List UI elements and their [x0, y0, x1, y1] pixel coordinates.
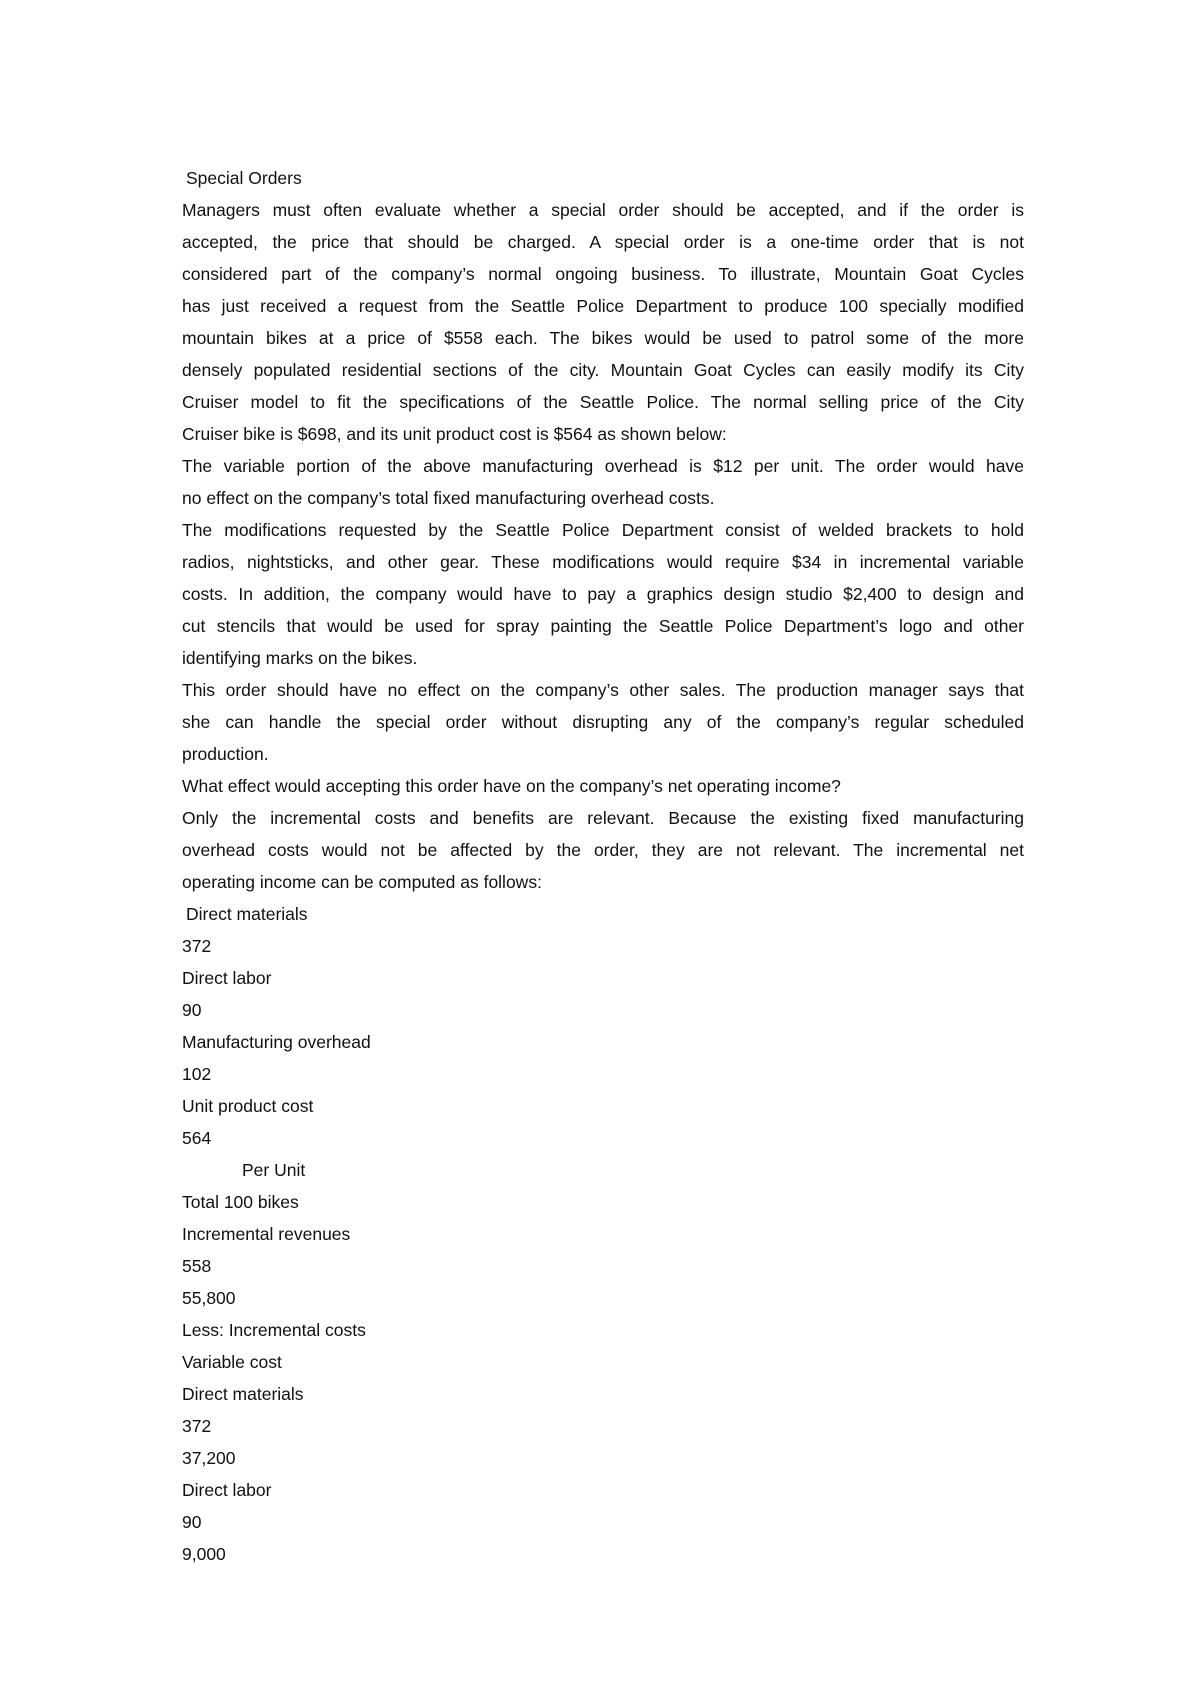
table-row-label: Less: Incremental costs [182, 1320, 366, 1340]
relevance-paragraph [182, 802, 1024, 898]
table-row-value: 558 [182, 1256, 212, 1276]
paragraph-line: costs. In addition, the company would have to pay a graphics design studio $2,400 to design and [182, 584, 1024, 604]
paragraph-line: accepted, the price that should be charged. A special order is a one-time order that is not [182, 232, 1024, 252]
paragraph-line: operating income can be computed as follows: [182, 872, 542, 892]
paragraph-line: radios, nightsticks, and other gear. These modifications would require $34 in incremental variable [182, 552, 1024, 572]
table-row-label: Variable cost [182, 1352, 282, 1372]
paragraph-line: no effect on the company’s total fixed manufacturing overhead costs. [182, 488, 715, 508]
modifications-paragraph [182, 514, 1024, 674]
table-row-value: 37,200 [182, 1448, 236, 1468]
table-row-value: 102 [182, 1064, 212, 1084]
table-row-label: Manufacturing overhead [182, 1032, 371, 1052]
paragraph-line: she can handle the special order without disrupting any of the company’s regular scheduled [182, 712, 1024, 732]
table-row-value: 90 [182, 1000, 202, 1020]
overhead-paragraph [182, 450, 1024, 514]
paragraph-line: Managers must often evaluate whether a special order should be accepted, and if the order is [182, 200, 1024, 220]
question-line: What effect would accepting this order have on the company’s net operating income? [182, 776, 841, 796]
paragraph-line: considered part of the company’s normal ongoing business. To illustrate, Mountain Goat Cycles [182, 264, 1024, 284]
paragraph-line: This order should have no effect on the company’s other sales. The production manager says that [182, 680, 1024, 700]
table-row-value: 564 [182, 1128, 212, 1148]
paragraph-line: Cruiser model to fit the specifications of the Seattle Police. The normal selling price of the City [182, 392, 1024, 412]
intro-paragraph [182, 194, 1024, 450]
other-sales-paragraph [182, 674, 1024, 770]
paragraph-line: has just received a request from the Seattle Police Department to produce 100 specially modified [182, 296, 1024, 316]
document-title: Special Orders [186, 168, 302, 188]
table-row-value: 372 [182, 1416, 212, 1436]
table-row-label: Unit product cost [182, 1096, 314, 1116]
paragraph-line: cut stencils that would be used for spray painting the Seattle Police Department’s logo and other [182, 616, 1024, 636]
paragraph-line: identifying marks on the bikes. [182, 648, 418, 668]
table-row-value: 90 [182, 1512, 202, 1532]
unit-cost-table [182, 898, 1024, 1154]
paragraph-line: Only the incremental costs and benefits are relevant. Because the existing fixed manufacturing [182, 808, 1024, 828]
paragraph-line: densely populated residential sections of the city. Mountain Goat Cycles can easily modify its City [182, 360, 1024, 380]
table-row-label: Direct materials [186, 904, 308, 924]
column-header-per-unit: Per Unit [242, 1160, 306, 1180]
incremental-table [182, 1154, 1024, 1570]
table-row-label: Direct labor [182, 1480, 272, 1500]
table-row-label: Direct materials [182, 1384, 304, 1404]
column-header-total: Total 100 bikes [182, 1192, 299, 1212]
paragraph-line: mountain bikes at a price of $558 each. The bikes would be used to patrol some of the more [182, 328, 1024, 348]
paragraph-line: production. [182, 744, 269, 764]
table-row-value: 372 [182, 936, 212, 956]
paragraph-line: Cruiser bike is $698, and its unit product cost is $564 as shown below: [182, 424, 727, 444]
table-row-label: Direct labor [182, 968, 272, 988]
table-row-value: 55,800 [182, 1288, 236, 1308]
table-row-label: Incremental revenues [182, 1224, 351, 1244]
paragraph-line: The variable portion of the above manufacturing overhead is $12 per unit. The order would have [182, 456, 1024, 476]
paragraph-line: overhead costs would not be affected by the order, they are not relevant. The incremental net [182, 840, 1024, 860]
paragraph-line: The modifications requested by the Seattle Police Department consist of welded brackets to hold [182, 520, 1024, 540]
document-body [182, 162, 1024, 1570]
table-row-value: 9,000 [182, 1544, 226, 1564]
